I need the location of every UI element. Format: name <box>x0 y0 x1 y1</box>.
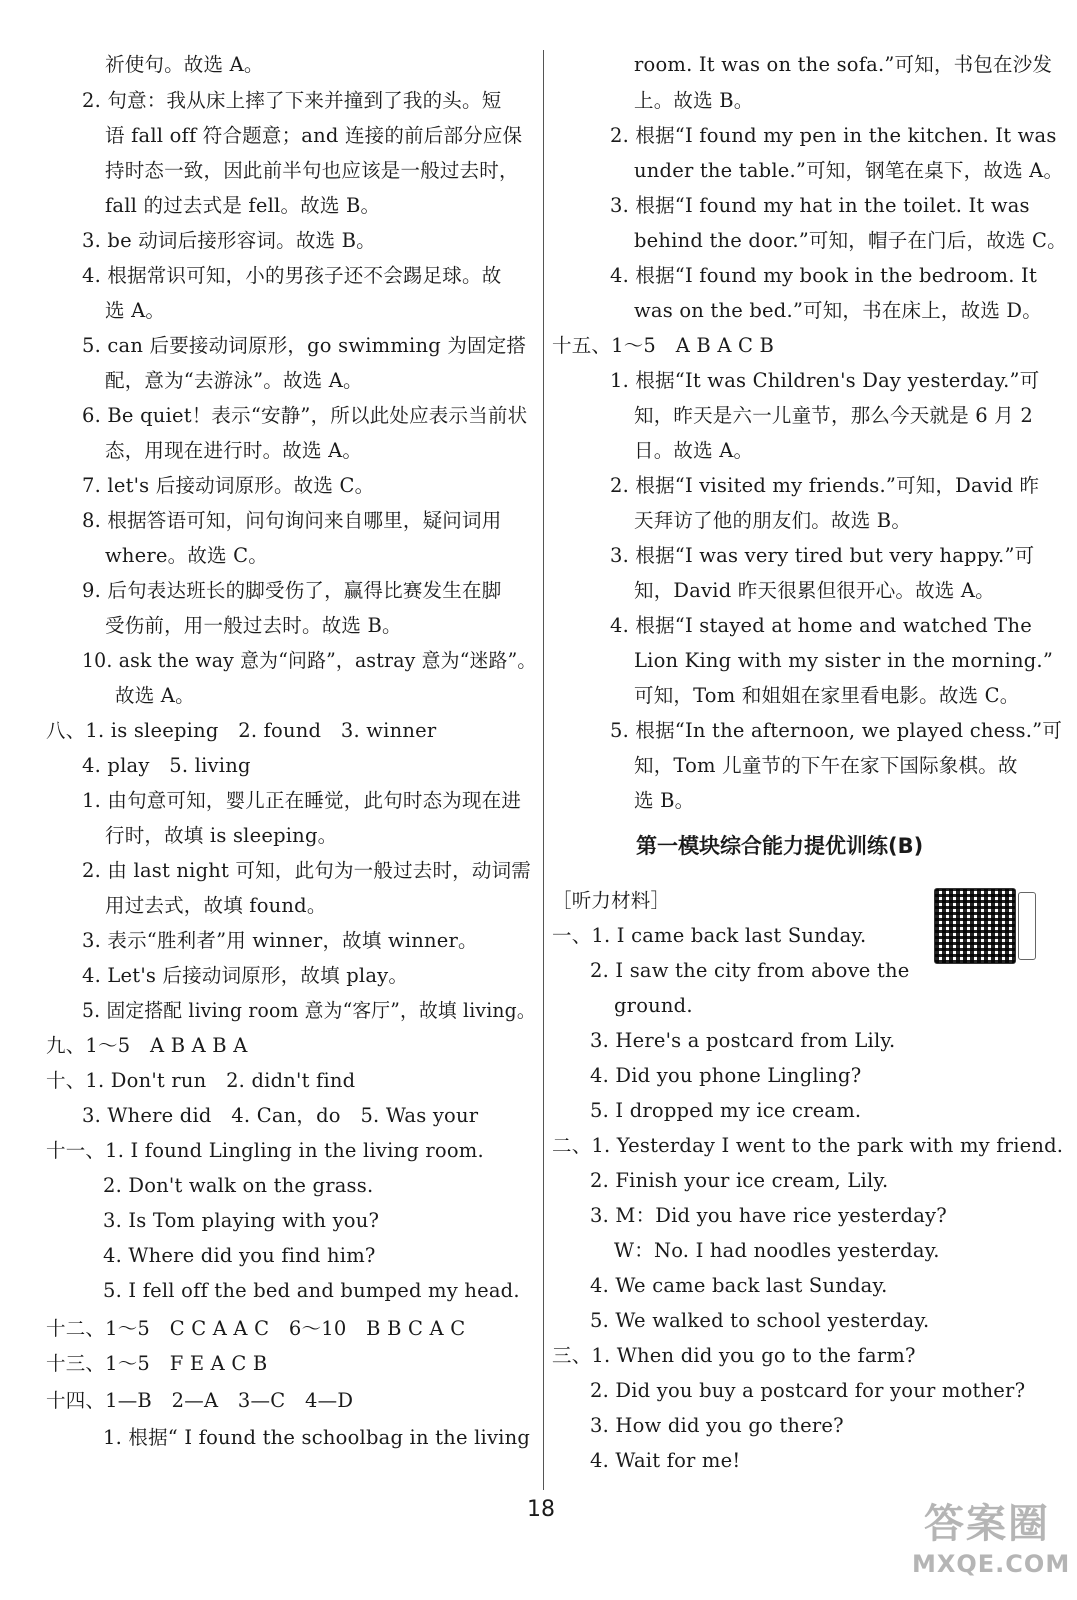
text-line: fall 的过去式是 fell。故选 B。 <box>105 194 381 217</box>
text-line: 3. 根据“I found my hat in the toilet. It was <box>610 194 1030 217</box>
text-line: 3. 根据“I was very tired but very happy.”可 <box>610 544 1035 567</box>
text-line: 1. 由句意可知，婴儿正在睡觉，此句时态为现在进 <box>82 789 522 812</box>
text-line: ground. <box>614 994 693 1017</box>
text-line: 知，Tom 儿童节的下午在家下国际象棋。故 <box>634 754 1018 777</box>
text-line: 4. 根据“I stayed at home and watched The <box>610 614 1032 637</box>
text-line: 选 B。 <box>634 789 695 812</box>
text-line: 4. Where did you find him? <box>103 1244 376 1267</box>
text-line: 3. Here's a postcard from Lily. <box>590 1029 896 1052</box>
section-heading: 第一模块综合能力提优训练(B) <box>636 834 924 858</box>
text-line: behind the door.”可知，帽子在门后，故选 C。 <box>634 229 1067 252</box>
text-line: 十二、1～5 C C A A C 6～10 B B C A C <box>46 1317 466 1340</box>
column-divider <box>543 50 544 1490</box>
text-line: 9. 后句表达班长的脚受伤了，赢得比赛发生在脚 <box>82 579 502 602</box>
text-line: 知，昨天是六一儿童节，那么今天就是 6 月 2 <box>634 404 1034 427</box>
text-line: 4. Did you phone Lingling? <box>590 1064 862 1087</box>
text-line: 十三、1～5 F E A C B <box>46 1352 268 1375</box>
text-line: 用过去式，故填 found。 <box>105 894 327 917</box>
text-line: 持时态一致，因此前半句也应该是一般过去时， <box>105 159 519 182</box>
text-line: under the table.”可知，钢笔在桌下，故选 A。 <box>634 159 1064 182</box>
text-line: 5. I fell off the bed and bumped my head. <box>103 1279 520 1302</box>
text-line: 上。故选 B。 <box>634 89 754 112</box>
text-line: 2. Don't walk on the grass. <box>103 1174 374 1197</box>
text-line: 3. M：Did you have rice yesterday? <box>590 1204 947 1227</box>
text-line: 二、1. Yesterday I went to the park with my friend. <box>552 1134 1064 1157</box>
watermark-logo <box>906 1490 1071 1590</box>
text-line: 4. 根据常识可知，小的男孩子还不会踢足球。故 <box>82 264 502 287</box>
text-line: 4. Wait for me! <box>590 1449 741 1472</box>
text-line: 3. Is Tom playing with you? <box>103 1209 380 1232</box>
text-line: 十一、1. I found Lingling in the living room. <box>46 1139 484 1162</box>
text-line: 3. How did you go there? <box>590 1414 844 1437</box>
text-line: 十、1. Don't run 2. didn't find <box>46 1069 356 1092</box>
text-line: 配，意为“去游泳”。故选 A。 <box>105 369 363 392</box>
text-line: 2. 根据“I found my pen in the kitchen. It was <box>610 124 1057 147</box>
text-line: 日。故选 A。 <box>634 439 754 462</box>
text-line: 8. 根据答语可知，问句询问来自哪里，疑问词用 <box>82 509 502 532</box>
text-line: ［听力材料］ <box>552 889 671 912</box>
text-line: 5. 固定搭配 living room 意为“客厅”，故填 living。 <box>82 999 536 1022</box>
text-line: 九、1～5 A B A B A <box>46 1034 248 1057</box>
text-line: 2. 句意：我从床上摔了下来并撞到了我的头。短 <box>82 89 502 112</box>
text-line: 八、1. is sleeping 2. found 3. winner <box>46 719 437 742</box>
text-line: 态，用现在进行时。故选 A。 <box>105 439 363 462</box>
text-line: Lion King with my sister in the morning.” <box>634 649 1053 672</box>
watermark-text-top: 答案圈 <box>924 1501 1050 1547</box>
text-line: 2. Did you buy a postcard for your mother? <box>590 1379 1026 1402</box>
text-line: 1. 根据“ I found the schoolbag in the living <box>103 1426 531 1449</box>
text-line: 3. be 动词后接形容词。故选 B。 <box>82 229 376 252</box>
text-line: was on the bed.”可知，书在床上，故选 D。 <box>634 299 1042 322</box>
text-line: 4. We came back last Sunday. <box>590 1274 888 1297</box>
text-line: 十四、1—B 2—A 3—C 4—D <box>46 1389 354 1412</box>
text-line: 3. Where did 4. Can，do 5. Was your <box>82 1104 479 1127</box>
text-line: 5. I dropped my ice cream. <box>590 1099 862 1122</box>
text-line: 十五、1～5 A B A C B <box>552 334 775 357</box>
text-line: 受伤前，用一般过去时。故选 B。 <box>105 614 402 637</box>
text-line: 天拜访了他的朋友们。故选 B。 <box>634 509 912 532</box>
text-line: 2. Finish your ice cream, Lily. <box>590 1169 889 1192</box>
text-line: 6. Be quiet！表示“安静”，所以此处应表示当前状 <box>82 404 528 427</box>
text-line: 故选 A。 <box>115 684 195 707</box>
page-number: 18 <box>527 1497 555 1522</box>
text-line: 10. ask the way 意为“问路”，astray 意为“迷路”。 <box>82 649 537 672</box>
watermark-text-bottom: MXQE.COM <box>912 1550 1071 1578</box>
text-line: where。故选 C。 <box>105 544 268 567</box>
text-line: 2. 由 last night 可知，此句为一般过去时，动词需 <box>82 859 531 882</box>
text-line: 5. 根据“In the afternoon, we played chess.”可 <box>610 719 1063 742</box>
text-line: 祈使句。故选 A。 <box>105 53 264 76</box>
text-line: 4. play 5. living <box>82 754 251 777</box>
text-line: 5. can 后要接动词原形，go swimming 为固定搭 <box>82 334 527 357</box>
text-line: 5. We walked to school yesterday. <box>590 1309 930 1332</box>
text-line: 选 A。 <box>105 299 166 322</box>
text-line: 三、1. When did you go to the farm? <box>552 1344 916 1367</box>
text-line: 行时，故填 is sleeping。 <box>105 824 338 847</box>
text-line: 4. Let's 后接动词原形，故填 play。 <box>82 964 409 987</box>
text-line: 一、1. I came back last Sunday. <box>552 924 867 947</box>
text-line: 知，David 昨天很累但很开心。故选 A。 <box>634 579 995 602</box>
text-line: 1. 根据“It was Children's Day yesterday.”可 <box>610 369 1040 392</box>
text-line: 2. 根据“I visited my friends.”可知，David 昨 <box>610 474 1040 497</box>
text-line: 3. 表示“胜利者”用 winner，故填 winner。 <box>82 929 478 952</box>
text-line: 语 fall off 符合题意；and 连接的前后部分应保 <box>105 124 523 147</box>
text-line: 7. let's 后接动词原形。故选 C。 <box>82 474 375 497</box>
text-line: room. It was on the sofa.”可知，书包在沙发 <box>634 53 1053 76</box>
text-line: 4. 根据“I found my book in the bedroom. It <box>610 264 1037 287</box>
text-line: 可知，Tom 和姐姐在家里看电影。故选 C。 <box>634 684 1020 707</box>
qr-side-label-icon <box>1018 892 1036 960</box>
qr-code-icon[interactable] <box>934 888 1016 964</box>
text-line: W：No. I had noodles yesterday. <box>614 1239 940 1262</box>
text-line: 2. I saw the city from above the <box>590 959 910 982</box>
